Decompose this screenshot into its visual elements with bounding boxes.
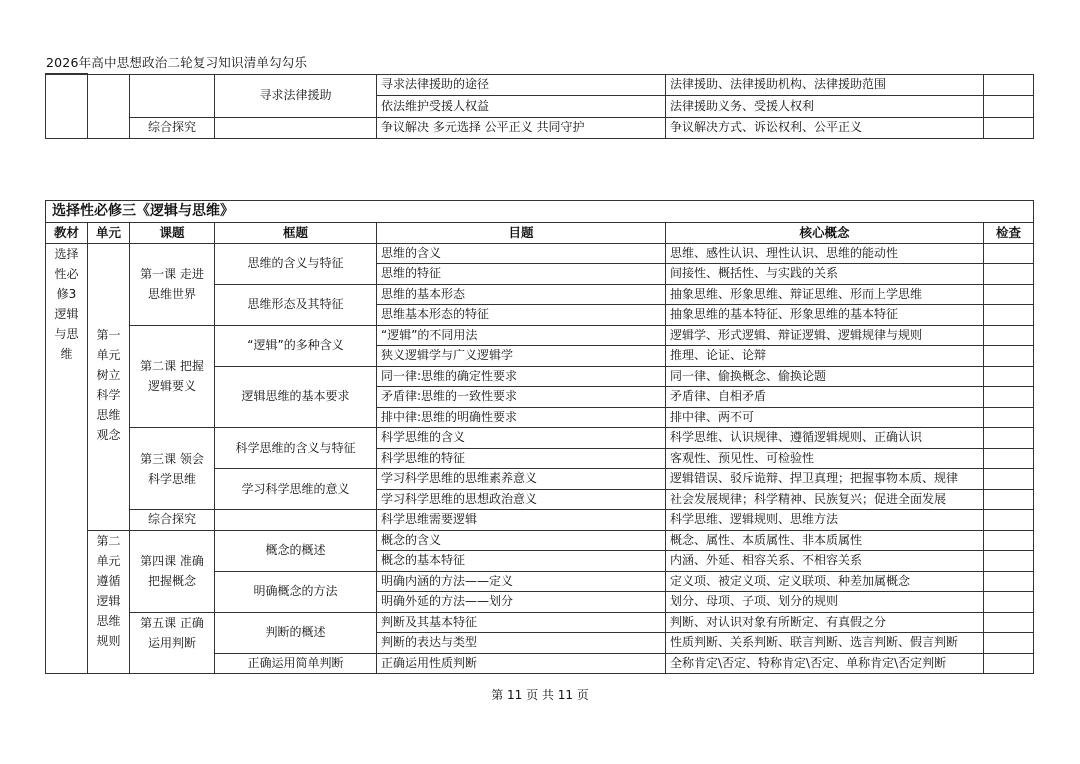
concept-cell: 全称肯定\否定、特称肯定\否定、单称肯定\否定判断 xyxy=(666,653,984,674)
goal-cell: 思维基本形态的特征 xyxy=(377,305,666,326)
concept-cell: 法律援助、法律援助机构、法律援助范围 xyxy=(666,74,984,96)
unit-cell: 第二单元遵循逻辑思维规则 xyxy=(88,530,130,674)
table-title: 选择性必修三《逻辑与思维》 xyxy=(46,201,1034,223)
goal-cell: 思维的特征 xyxy=(377,264,666,285)
check-cell[interactable] xyxy=(984,633,1034,654)
check-cell[interactable] xyxy=(984,653,1034,674)
concept-cell: 法律援助义务、受援人权利 xyxy=(666,96,984,118)
goal-cell: 概念的基本特征 xyxy=(377,551,666,572)
concept-cell: 科学思维、逻辑规则、思维方法 xyxy=(666,510,984,531)
check-cell[interactable] xyxy=(984,284,1034,305)
goal-cell: 寻求法律援助的途径 xyxy=(377,74,666,96)
unit-cell: 第一单元树立科学思维观念 xyxy=(88,325,130,530)
goal-cell: 判断及其基本特征 xyxy=(377,612,666,633)
check-cell[interactable] xyxy=(984,551,1034,572)
header-lesson: 课题 xyxy=(130,223,215,244)
goal-cell: 排中律:思维的明确性要求 xyxy=(377,407,666,428)
concept-cell: 社会发展规律；科学精神、民族复兴；促进全面发展 xyxy=(666,489,984,510)
goal-cell: 思维的含义 xyxy=(377,243,666,264)
concept-cell: 定义项、被定义项、定义联项、种差加属概念 xyxy=(666,571,984,592)
concept-cell: 判断、对认识对象有所断定、有真假之分 xyxy=(666,612,984,633)
goal-cell: 正确运用性质判断 xyxy=(377,653,666,674)
header-concept: 核心概念 xyxy=(666,223,984,244)
frame-cell: 逻辑思维的基本要求 xyxy=(215,366,377,428)
top-blank-cell xyxy=(88,74,130,139)
main-table xyxy=(45,200,1034,674)
check-cell[interactable] xyxy=(984,387,1034,408)
frame-cell xyxy=(215,510,377,531)
check-cell[interactable] xyxy=(984,469,1034,490)
concept-cell: 抽象思维、形象思维、辩证思维、形而上学思维 xyxy=(666,284,984,305)
table-header-row xyxy=(46,223,1034,244)
table-row xyxy=(46,325,1034,346)
concept-cell: 逻辑错误、驳斥诡辩、捍卫真理；把握事物本质、规律 xyxy=(666,469,984,490)
frame-cell: 科学思维的含义与特征 xyxy=(215,428,377,469)
concept-cell: 矛盾律、自相矛盾 xyxy=(666,387,984,408)
concept-cell: 科学思维、认识规律、遵循逻辑规则、正确认识 xyxy=(666,428,984,449)
frame-cell: 正确运用简单判断 xyxy=(215,653,377,674)
lesson-cell: 第二课 把握逻辑要义 xyxy=(130,325,215,428)
table-row xyxy=(46,243,1034,264)
header-goal: 目题 xyxy=(377,223,666,244)
lesson-cell: 综合探究 xyxy=(130,510,215,531)
table-row xyxy=(46,530,1034,551)
frame-cell: 明确概念的方法 xyxy=(215,571,377,612)
lesson-cell: 第五课 正确运用判断 xyxy=(130,612,215,674)
check-cell[interactable] xyxy=(984,407,1034,428)
concept-cell: 排中律、两不可 xyxy=(666,407,984,428)
header-unit: 单元 xyxy=(88,223,130,244)
goal-cell: 依法维护受援人权益 xyxy=(377,96,666,118)
check-cell[interactable] xyxy=(984,448,1034,469)
goal-cell: 科学思维的含义 xyxy=(377,428,666,449)
check-cell[interactable] xyxy=(984,571,1034,592)
top-blank-cell xyxy=(130,74,215,117)
check-cell[interactable] xyxy=(984,117,1034,139)
goal-cell: 争议解决 多元选择 公平正义 共同守护 xyxy=(377,117,666,139)
concept-cell: 逻辑学、形式逻辑、辩证逻辑、逻辑规律与规则 xyxy=(666,325,984,346)
goal-cell: 思维的基本形态 xyxy=(377,284,666,305)
frame-cell: 判断的概述 xyxy=(215,612,377,653)
table-row xyxy=(46,510,1034,531)
concept-cell: 思维、感性认识、理性认识、思维的能动性 xyxy=(666,243,984,264)
check-cell[interactable] xyxy=(984,346,1034,367)
frame-cell xyxy=(215,117,377,139)
frame-cell: “逻辑”的多种含义 xyxy=(215,325,377,366)
header-check: 检查 xyxy=(984,223,1034,244)
check-cell[interactable] xyxy=(984,489,1034,510)
page-footer: 第 11 页 共 11 页 xyxy=(491,688,589,702)
check-cell[interactable] xyxy=(984,592,1034,613)
header-frame: 框题 xyxy=(215,223,377,244)
top-table xyxy=(45,73,1034,139)
frame-cell: 思维的含义与特征 xyxy=(215,243,377,284)
frame-cell: 寻求法律援助 xyxy=(215,74,377,117)
unit-cell-top xyxy=(88,243,130,325)
check-cell[interactable] xyxy=(984,243,1034,264)
table-row xyxy=(46,74,1034,96)
check-cell[interactable] xyxy=(984,264,1034,285)
concept-cell: 抽象思维的基本特征、形象思维的基本特征 xyxy=(666,305,984,326)
concept-cell: 争议解决方式、诉讼权利、公平正义 xyxy=(666,117,984,139)
frame-cell: 学习科学思维的意义 xyxy=(215,469,377,510)
check-cell[interactable] xyxy=(984,612,1034,633)
goal-cell: 学习科学思维的思维素养意义 xyxy=(377,469,666,490)
concept-cell: 客观性、预见性、可检验性 xyxy=(666,448,984,469)
lesson-cell: 第四课 准确把握概念 xyxy=(130,530,215,612)
goal-cell: 明确外延的方法——划分 xyxy=(377,592,666,613)
top-blank-cell xyxy=(46,74,88,139)
check-cell[interactable] xyxy=(984,305,1034,326)
goal-cell: 判断的表达与类型 xyxy=(377,633,666,654)
check-cell[interactable] xyxy=(984,366,1034,387)
table-row xyxy=(46,428,1034,449)
goal-cell: 学习科学思维的思想政治意义 xyxy=(377,489,666,510)
concept-cell: 间接性、概括性、与实践的关系 xyxy=(666,264,984,285)
goal-cell: “逻辑”的不同用法 xyxy=(377,325,666,346)
concept-cell: 概念、属性、本质属性、非本质属性 xyxy=(666,530,984,551)
header-textbook: 教材 xyxy=(46,223,88,244)
concept-cell: 推理、论证、论辩 xyxy=(666,346,984,367)
concept-cell: 性质判断、关系判断、联言判断、选言判断、假言判断 xyxy=(666,633,984,654)
page-header-title: 2026年高中思想政治二轮复习知识清单勾勾乐 xyxy=(46,55,308,70)
lesson-cell: 第一课 走进思维世界 xyxy=(130,243,215,325)
goal-cell: 明确内涵的方法——定义 xyxy=(377,571,666,592)
check-cell[interactable] xyxy=(984,74,1034,96)
frame-cell: 概念的概述 xyxy=(215,530,377,571)
concept-cell: 同一律、偷换概念、偷换论题 xyxy=(666,366,984,387)
textbook-cell: 选择性必修3逻辑与思维 xyxy=(46,243,88,674)
check-cell[interactable] xyxy=(984,96,1034,118)
goal-cell: 狭义逻辑学与广义逻辑学 xyxy=(377,346,666,367)
check-cell[interactable] xyxy=(984,530,1034,551)
table-title-row xyxy=(46,201,1034,223)
check-cell[interactable] xyxy=(984,325,1034,346)
goal-cell: 矛盾律:思维的一致性要求 xyxy=(377,387,666,408)
goal-cell: 概念的含义 xyxy=(377,530,666,551)
table-row xyxy=(46,117,1034,139)
concept-cell: 内涵、外延、相容关系、不相容关系 xyxy=(666,551,984,572)
check-cell[interactable] xyxy=(984,510,1034,531)
check-cell[interactable] xyxy=(984,428,1034,449)
goal-cell: 科学思维需要逻辑 xyxy=(377,510,666,531)
goal-cell: 科学思维的特征 xyxy=(377,448,666,469)
concept-cell: 划分、母项、子项、划分的规则 xyxy=(666,592,984,613)
frame-cell: 思维形态及其特征 xyxy=(215,284,377,325)
lesson-cell: 第三课 领会科学思维 xyxy=(130,428,215,510)
lesson-cell: 综合探究 xyxy=(130,117,215,139)
goal-cell: 同一律:思维的确定性要求 xyxy=(377,366,666,387)
table-row xyxy=(46,612,1034,633)
